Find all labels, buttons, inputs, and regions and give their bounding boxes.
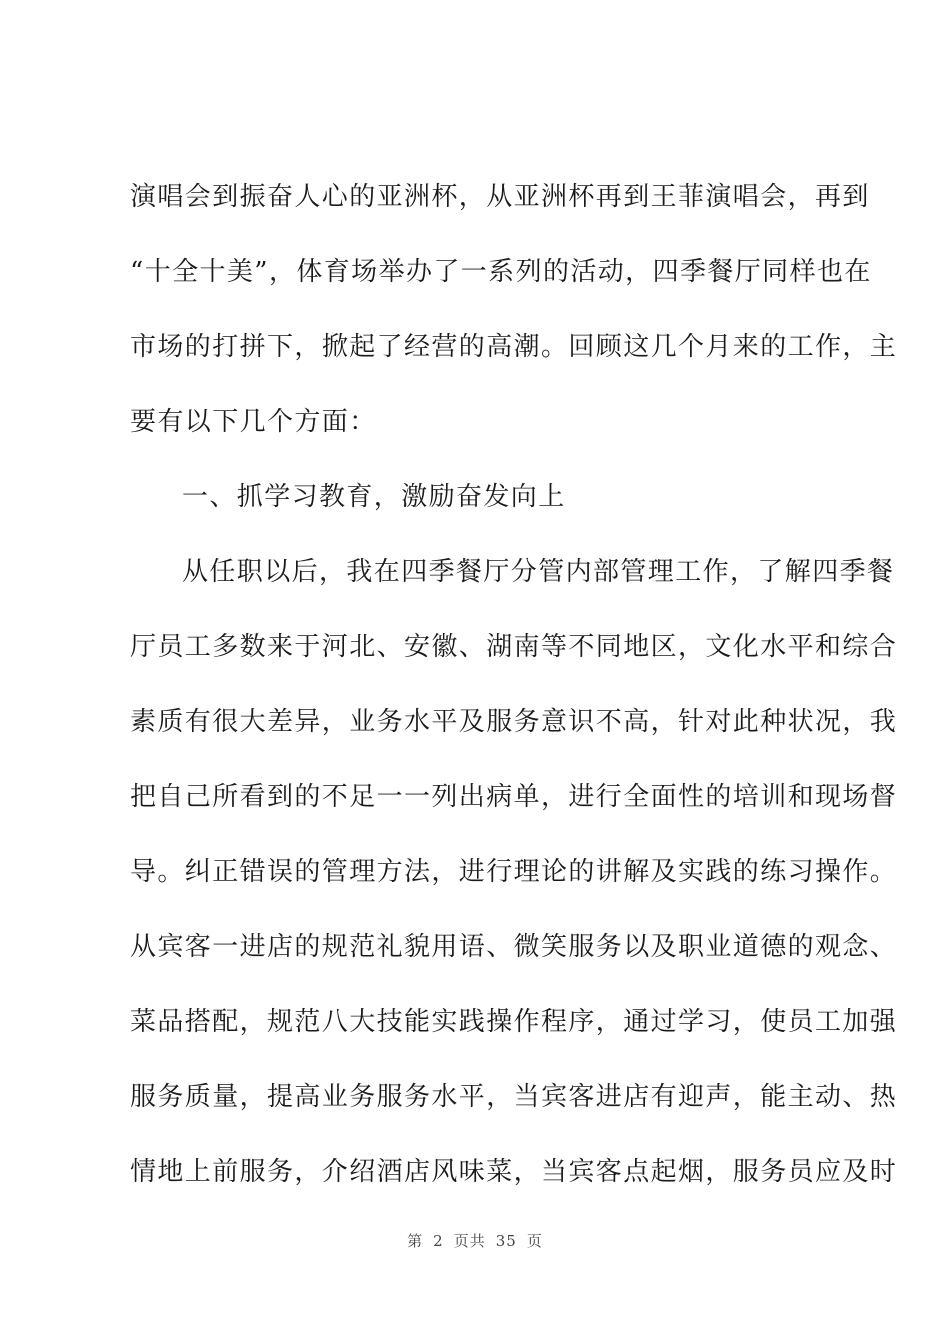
paragraph-first-line: 从任职以后，我在四季餐厅分管内部管理工作，了解四季餐 (182, 557, 895, 587)
footer-total-pages: 35 (495, 1232, 517, 1250)
body-text-line: 厅员工多数来于河北、安徽、湖南等不同地区，文化水平和综合 (130, 632, 898, 662)
body-text-line: 演唱会到振奋人心的亚洲杯，从亚洲杯再到王菲演唱会，再到 (130, 182, 870, 212)
body-text-line: 从宾客一进店的规范礼貌用语、微笑服务以及职业道德的观念、 (130, 932, 898, 962)
body-text-line: 要有以下几个方面： (130, 407, 377, 437)
page-number-footer (0, 1230, 950, 1251)
body-text-line: 菜品搭配，规范八大技能实践操作程序，通过学习，使员工加强 (130, 1007, 898, 1037)
body-text-line: 情地上前服务，介绍酒店风味菜，当宾客点起烟，服务员应及时 (130, 1157, 898, 1187)
body-text-line: 服务质量，提高业务服务水平，当宾客进店有迎声，能主动、热 (130, 1082, 898, 1112)
footer-suffix: 页 (526, 1232, 543, 1250)
body-text-line: “十全十美”，体育场举办了一系列的活动，四季餐厅同样也在 (130, 257, 872, 287)
body-text-line: 素质有很大差异，业务水平及服务意识不高，针对此种状况，我 (130, 707, 898, 737)
footer-current-page: 2 (433, 1232, 444, 1250)
body-text-line: 市场的打拼下，掀起了经营的高潮。回顾这几个月来的工作，主 (130, 332, 898, 362)
section-heading: 一、抓学习教育，激励奋发向上 (182, 482, 566, 512)
body-text-line: 导。纠正错误的管理方法，进行理论的讲解及实践的练习操作。 (130, 857, 898, 887)
footer-prefix: 第 (407, 1232, 424, 1250)
body-text-line: 把自己所看到的不足一一列出病单，进行全面性的培训和现场督 (130, 782, 898, 812)
footer-middle: 页共 (453, 1232, 486, 1250)
